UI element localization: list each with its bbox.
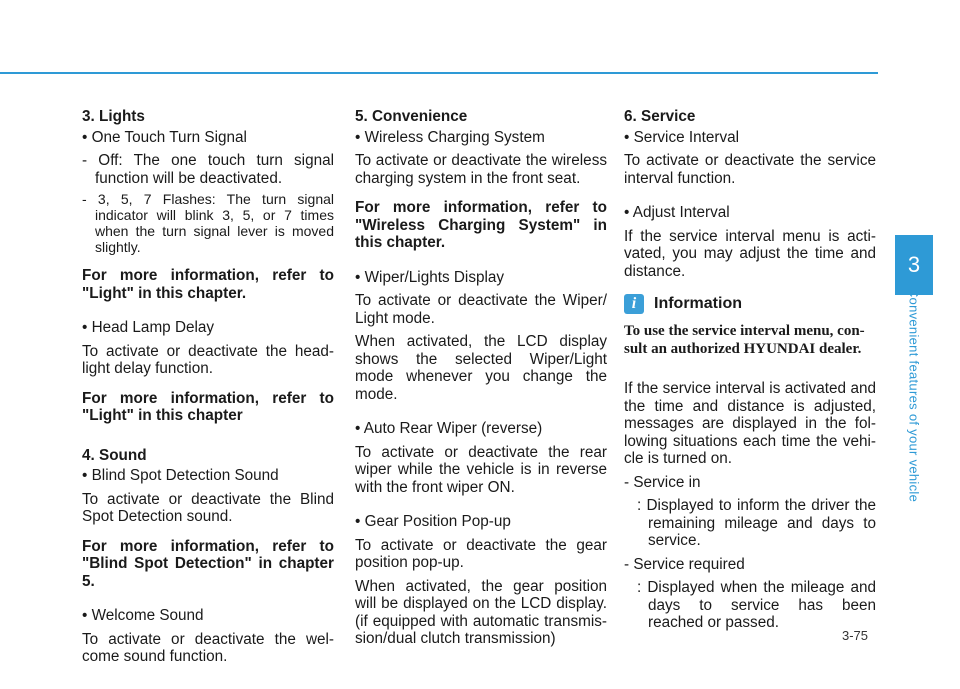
bsd-description: To activate or deactivate the Blind Spot Detection sound. [82,490,334,525]
bsd-sound-item: • Blind Spot Detection Sound [82,467,279,484]
rear-wiper-item: • Auto Rear Wiper (reverse) [355,420,543,437]
wireless-description: To activate or deactivate the wireless charging system in the front seat. [355,152,607,187]
info-icon: i [624,294,644,314]
head-lamp-description: To activate or deactivate the head-light delay function. [82,342,334,377]
adjust-description: If the service interval menu is acti-vated, you may adjust the time and distance. [624,227,876,280]
light-reference-1: For more information, refer to "Light" in this chapter. [82,267,334,302]
service-required-description: : Displayed when the mileage and days to service has been reached or passed. [637,579,876,631]
information-title: Information [654,295,742,313]
column-left [82,108,334,672]
page-number: 3-75 [842,628,869,643]
light-reference-2: For more information, refer to "Light" in this chapter [82,389,334,424]
off-description: - Off: The one touch turn signal function will be deactivated. [82,152,334,187]
service-in-description: : Displayed to inform the driver the remaining mileage and days to service. [637,497,876,549]
gear-popup-item: • Gear Position Pop-up [355,513,511,530]
chapter-tab: 3 [895,235,933,295]
gear-description-2: When activated, the gear position will be displayed on the LCD display. (if equipped with automatic transmis-sion/dual clutch transmission) [355,577,607,647]
service-heading: 6. Service [624,108,696,125]
service-in-item: - Service in [624,473,701,491]
column-right [624,108,876,638]
sound-heading: 4. Sound [82,446,147,464]
wiper-description: To activate or deactivate the Wiper/ Light mode. [355,292,607,327]
header-rule [0,72,878,74]
service-activated-description: If the service interval is activated and the time and distance is adjusted, messages are displayed in the fol-lowing situations each time the vehi-cle is turned on. [624,380,876,467]
flashes-description: - 3, 5, 7 Flashes: The turn signal indicator will blink 3, 5, or 7 times when the turn signal lever is moved slightly. [82,191,334,255]
gear-description: To activate or deactivate the gear position pop-up. [355,536,607,571]
wiper-description-2: When activated, the LCD display shows the selected Wiper/Light mode whenever you change the mode. [355,333,607,403]
wireless-reference: For more information, refer to "Wireless Charging System" in this chapter. [355,199,607,251]
chapter-side-title: Convenient features of your vehicle [906,287,922,503]
service-interval-item: • Service Interval [624,128,740,146]
welcome-description: To activate or deactivate the wel-come sound function. [82,630,334,665]
lights-heading: 3. Lights [82,108,145,125]
information-header [624,294,876,314]
bsd-reference: For more information, refer to "Blind Spot Detection" in chapter 5. [82,537,334,590]
wiper-lights-item: • Wiper/Lights Display [355,268,505,286]
wireless-charging-item: • Wireless Charging System [355,128,545,146]
head-lamp-item: • Head Lamp Delay [82,319,215,336]
rear-wiper-description: To activate or deactivate the rear wiper while the vehicle is in reverse with the front wiper ON. [355,443,607,496]
column-middle [355,108,607,654]
one-touch-item: • One Touch Turn Signal [82,128,247,146]
convenience-heading: 5. Convenience [355,108,468,125]
service-required-item: - Service required [624,555,745,573]
information-text: To use the service interval menu, con-sult an authorized HYUNDAI dealer. [624,323,865,357]
adjust-interval-item: • Adjust Interval [624,204,730,221]
service-interval-description: To activate or deactivate the service interval function. [624,152,876,187]
welcome-sound-item: • Welcome Sound [82,607,204,624]
